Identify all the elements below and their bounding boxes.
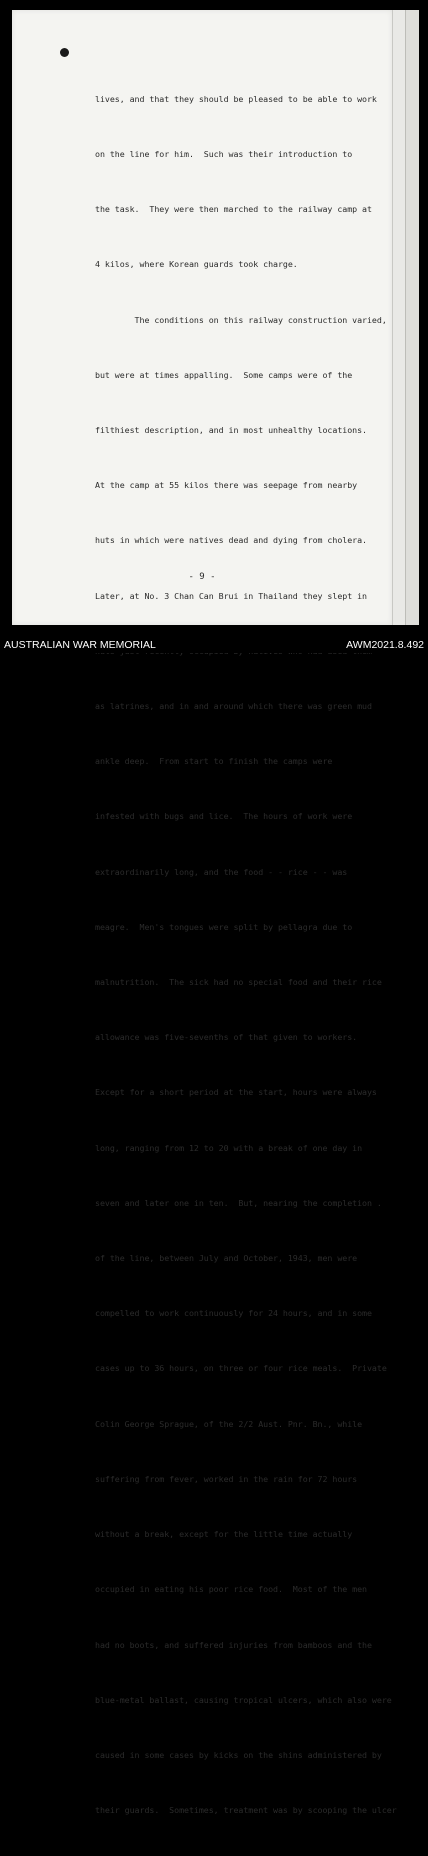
text-line: long, ranging from 12 to 20 with a break of one day in — [95, 1142, 363, 1153]
text-line: allowance was five-sevenths of that given to workers. — [95, 1032, 358, 1043]
text-line: compelled to work continuously for 24 hours, and in some — [95, 1308, 372, 1319]
text-line: The conditions on this railway construction varied, — [95, 314, 387, 325]
text-line: cases up to 36 hours, on three or four rice meals. Private — [95, 1363, 387, 1374]
text-line: malnutrition. The sick had no special food and their rice — [95, 977, 382, 988]
text-line: infested with bugs and lice. The hours of work were — [95, 811, 353, 822]
archive-footer — [0, 636, 428, 653]
text-line: meagre. Men's tongues were split by pellagra due to — [95, 921, 353, 932]
text-line: the task. They were then marched to the railway camp at — [95, 204, 372, 215]
text-line: At the camp at 55 kilos there was seepage from nearby — [95, 480, 358, 491]
text-line: huts in which were natives dead and dying from cholera. — [95, 535, 367, 546]
text-line: lives, and that they should be pleased to be able to work — [95, 93, 377, 104]
document-body — [95, 53, 400, 1856]
text-line: but were at times appalling. Some camps were of the — [95, 369, 353, 380]
text-line: seven and later one in ten. But, nearing the completion . — [95, 1197, 382, 1208]
punch-hole — [60, 48, 69, 57]
text-line: as latrines, and in and around which there was green mud — [95, 701, 372, 712]
text-line: of the line, between July and October, 1943, men were — [95, 1253, 358, 1264]
text-line: without a break, except for the little time actually — [95, 1529, 353, 1540]
text-line: ankle deep. From start to finish the camps were — [95, 756, 333, 767]
text-line: extraordinarily long, and the food - - rice - - was — [95, 866, 348, 877]
text-line: filthiest description, and in most unhealthy locations. — [95, 425, 367, 436]
text-line: had no boots, and suffered injuries from bamboos and the — [95, 1639, 372, 1650]
text-line: suffering from fever, worked in the rain for 72 hours — [95, 1473, 358, 1484]
page-number: - 9 - — [188, 572, 216, 582]
text-line: caused in some cases by kicks on the shins administered by — [95, 1749, 382, 1760]
text-line: Except for a short period at the start, hours were always — [95, 1087, 377, 1098]
back-sheet-edge-2 — [405, 10, 419, 625]
footer-credit: AUSTRALIAN WAR MEMORIAL — [4, 639, 156, 651]
text-line: 4 kilos, where Korean guards took charge. — [95, 259, 298, 270]
text-line: Colin George Sprague, of the 2/2 Aust. Pnr. Bn., while — [95, 1418, 363, 1429]
text-line: occupied in eating his poor rice food. Most of the men — [95, 1584, 367, 1595]
text-line: blue-metal ballast, causing tropical ulcers, which also were — [95, 1694, 392, 1705]
text-line: their guards. Sometimes, treatment was by scooping the ulcer — [95, 1805, 397, 1816]
footer-accession-number: AWM2021.8.492 — [346, 639, 424, 651]
text-line: Later, at No. 3 Chan Can Brui in Thailand they slept in — [95, 590, 367, 601]
text-line: on the line for him. Such was their introduction to — [95, 149, 353, 160]
